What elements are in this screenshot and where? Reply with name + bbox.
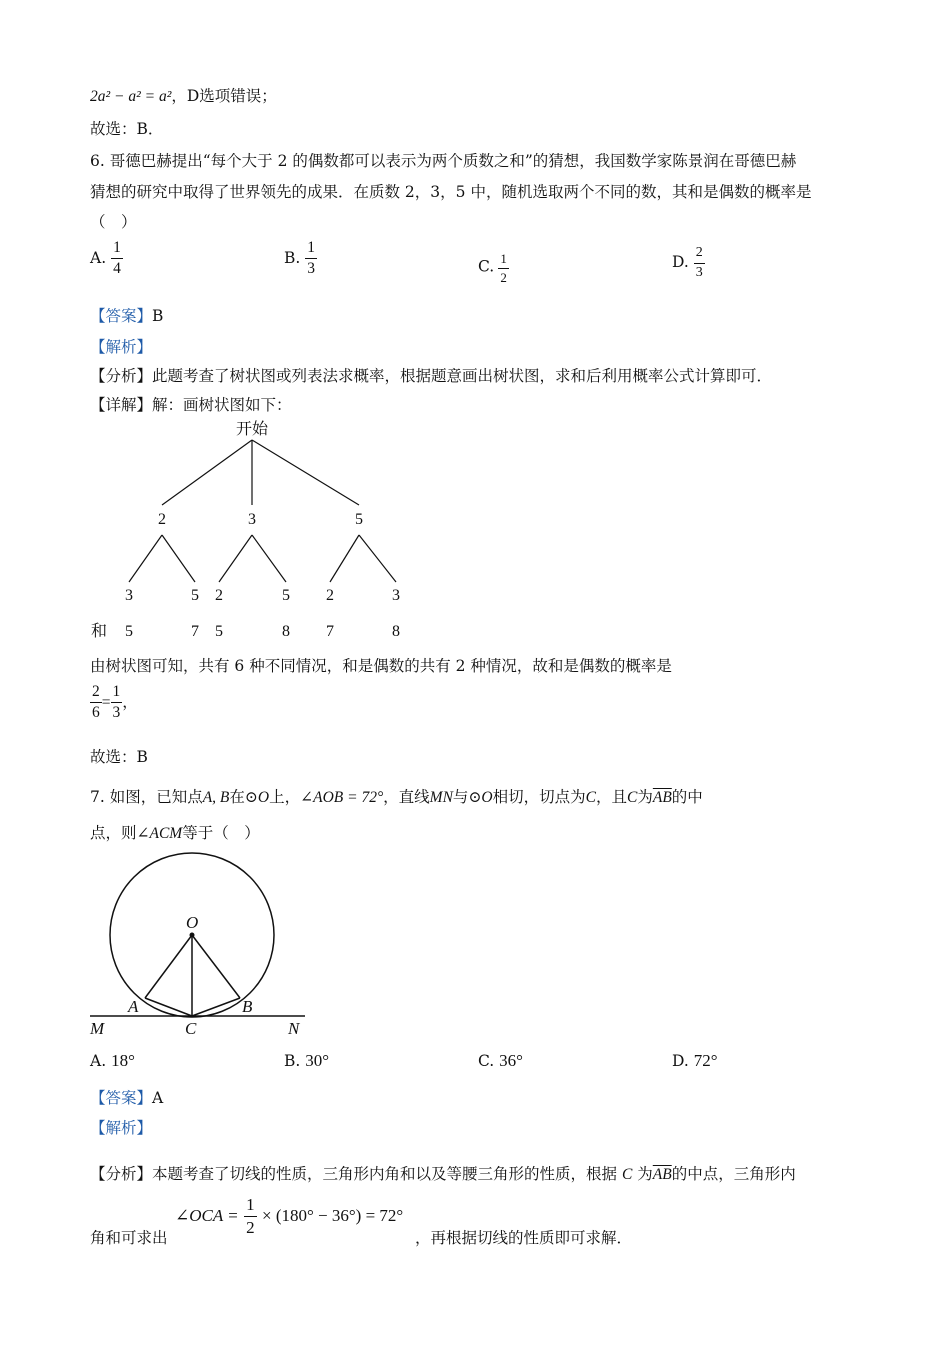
detail-tag: 【详解】 [90,396,153,414]
tree-leaf: 2 [215,587,223,604]
center-point [190,933,195,938]
option-value: 36° [499,1051,523,1070]
answer-value: B [152,307,164,325]
q7-last-line-a: 角和可求出 [90,1229,168,1247]
tree-leaf: 3 [125,587,133,604]
q7-stem-line2: 点，则∠ACM等于（ ） [90,824,260,842]
answer-tag: 【答案】 [90,1089,153,1107]
q6-choose: 故选：B [90,748,148,766]
q7-option-b [284,1051,329,1071]
q6-stem-line3: （ ） [90,213,137,231]
top-conclusion: 故选：B． [90,120,164,138]
tree-sum-label: 和 [90,623,108,640]
tree-root: 开始 [235,421,269,438]
q6-stem-line2: 猜想的研究中取得了世界领先的成果．在质数 2，3，5 中，随机选取两个不同的数，其和是偶数的概率是 [90,183,812,201]
q7-option-a [90,1051,135,1071]
option-label: C. [478,1052,495,1070]
option-label: D. [672,253,689,272]
equation: 2a² − a² = a² [90,88,172,105]
label-b: B [242,997,253,1016]
option-label: C. [478,257,495,276]
label-n: N [288,1019,300,1038]
tree-sum: 7 [191,623,199,640]
circle-figure [0,840,330,1040]
tree-leaf: 5 [191,587,199,604]
equation-tail: ，D选项错误； [171,87,277,105]
q7-option-d [672,1051,718,1071]
fraction: $\frac{1}{3}$ [112,683,121,722]
equals: = [101,693,111,711]
q7-stem-line1: 7. 如图，已知点A, B在⊙O上，∠AOB = 72°，直线MN与⊙O相切，切点为C，且C为$\overline{AB}$的中 [90,788,703,806]
q7-formula: ∠OCA = $\frac{1}{2}$ × (180° − 36°) = 72° [175,1195,404,1237]
label-c: C [185,1019,197,1038]
fenxi-tag: 【分析】 [90,367,153,385]
q7-last-line-b: ，再根据切线的性质即可求解． [415,1229,633,1247]
option-label: B. [284,1052,301,1070]
detail-text: 解：画树状图如下： [152,396,292,414]
option-value: 72° [693,1051,718,1070]
label-a: A [128,997,139,1016]
tree-leaf: 2 [326,587,334,604]
label-o: O [186,913,199,932]
answer-value: A [152,1089,164,1107]
tree-node: 5 [355,511,363,528]
fraction: $\frac{1}{3}$ [307,239,316,278]
q6-stem-line1: 6. 哥德巴赫提出“每个大于 2 的偶数都可以表示为两个质数之和”的猜想，我国数学家陈景润在哥德巴赫 [90,152,797,170]
label-m: M [90,1019,105,1038]
q6-calc [90,684,138,722]
option-label: D. [672,1052,689,1070]
tree-sum: 8 [392,623,400,640]
q7-answer [90,1087,163,1109]
tree-leaf: 3 [392,587,400,604]
option-label: A. [90,1052,107,1070]
tree-leaf: 5 [282,587,290,604]
tree-sum: 7 [326,623,334,640]
tree-sum: 5 [215,623,223,640]
q7-option-c [478,1051,523,1071]
q7-fenxi: 【分析】本题考查了切线的性质，三角形内角和以及等腰三角形的性质，根据 C 为$\overline{AB}$的中点，三角形内 [90,1165,796,1183]
fraction: $\frac{1}{4}$ [113,239,121,278]
tree-sum: 8 [282,623,290,640]
answer-tag: 【答案】 [90,307,153,325]
tree-diagram [0,0,950,650]
q6-conclusion: 由树状图可知，共有 6 种不同情况，和是偶数的共有 2 种情况，故和是偶数的概率是 [90,657,672,675]
calc-tail: ， [122,692,138,711]
tree-sum: 5 [125,623,133,640]
option-label: A. [90,248,107,267]
fraction: $\frac{2}{6}$ [92,683,100,722]
tree-node: 2 [158,511,166,528]
option-value: 18° [111,1051,135,1070]
fraction: $\frac{2}{3}$ [695,245,703,280]
tree-node: 3 [248,511,256,528]
fraction: $\frac{1}{2}$ [246,1195,255,1237]
option-value: 30° [305,1051,330,1070]
q7-analysis-tag: 【解析】 [90,1119,153,1137]
fenxi-text: 此题考查了树状图或列表法求概率，根据题意画出树状图，求和后利用概率公式计算即可． [152,367,773,385]
fraction: $\frac{1}{2}$ [500,251,507,285]
option-label: B. [284,248,301,267]
q6-analysis-tag: 【解析】 [90,338,153,356]
